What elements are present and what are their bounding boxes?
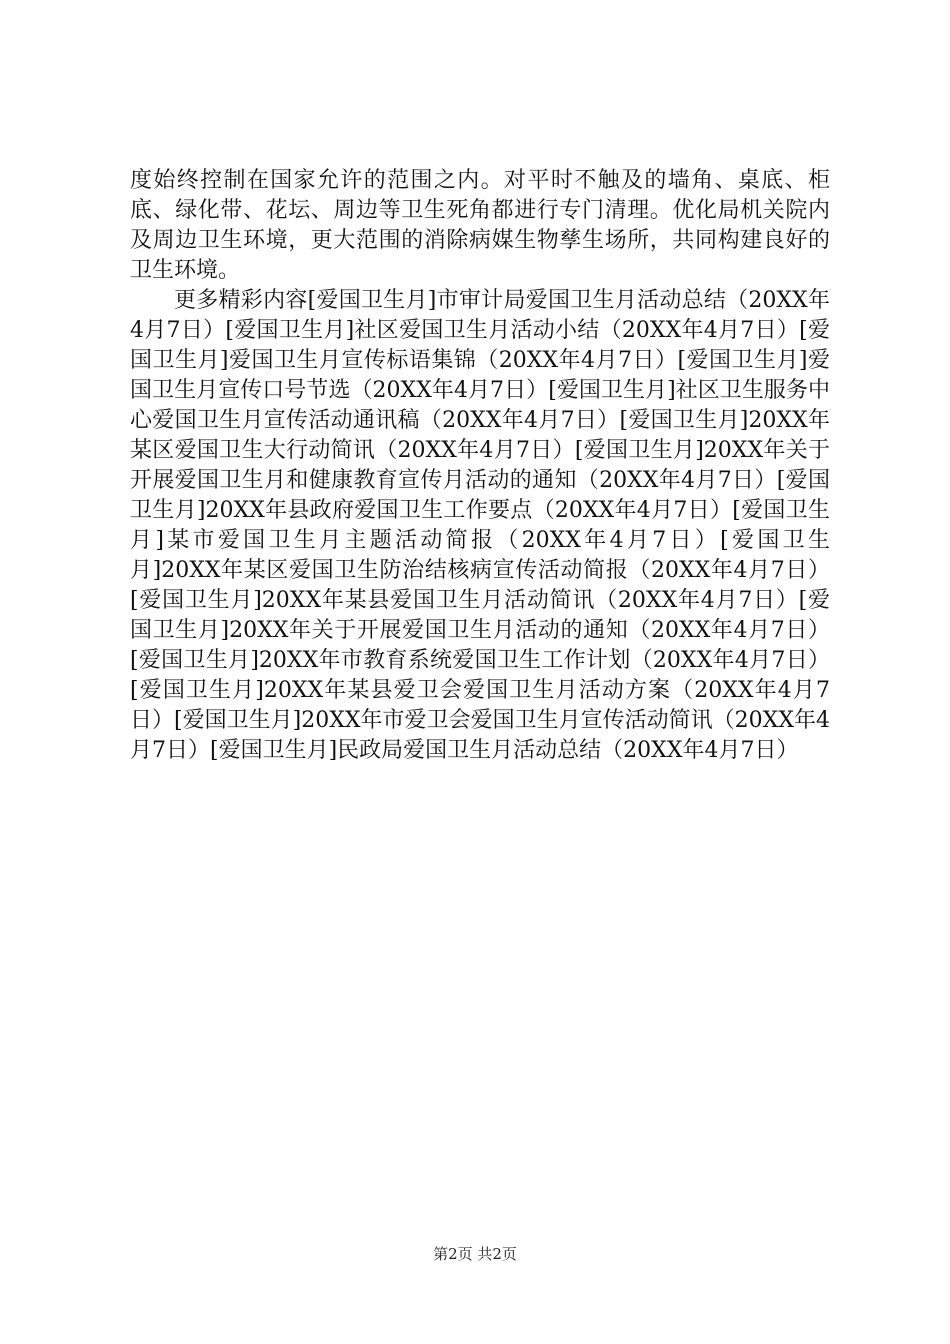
paragraph-more-content-links: 更多精彩内容[爱国卫生月]市审计局爱国卫生月活动总结（20XX年4月7日）[爱国卫生月]社区爱国卫生月活动小结（20XX年4月7日）[爱国卫生月]爱国卫生月宣传标语集锦（20XX年4月7日）[爱国卫生月]爱国卫生月宣传口号节选（20XX年4月7日）[爱国卫生月]社区卫生服务中心爱国卫生月宣传活动通讯稿（20XX年4月7日）[爱国卫生月]20XX年某区爱国卫生大行动简讯（20XX年4月7日）[爱国卫生月]20XX年关于开展爱国卫生月和健康教育宣传月活动的通知（20XX年4月7日）[爱国卫生月]20XX年县政府爱国卫生工作要点（20XX年4月7日）[爱国卫生月]某市爱国卫生月主题活动简报（20XX年4月7日）[爱国卫生月]20XX年某区爱国卫生防治结核病宣传活动简报（20XX年4月7日）[爱国卫生月]20XX年某县爱国卫生月活动简讯（20XX年4月7日）[爱国卫生月]20XX年关于开展爱国卫生月活动的通知（20XX年4月7日）[爱国卫生月]20XX年市教育系统爱国卫生工作计划（20XX年4月7日）[爱国卫生月]20XX年某县爱卫会爱国卫生月活动方案（20XX年4月7日）[爱国卫生月]20XX年市爱卫会爱国卫生月宣传活动简讯（20XX年4月7日）[爱国卫生月]民政局爱国卫生月活动总结（20XX年4月7日）: [130, 288, 830, 763]
document-body: [130, 166, 830, 766]
page-number-footer: 第2页 共2页: [433, 1245, 517, 1263]
paragraph-continuation: 度始终控制在国家允许的范围之内。对平时不触及的墙角、桌底、柜底、绿化带、花坛、周边等卫生死角都进行专门清理。优化局机关院内及周边卫生环境，更大范围的消除病媒生物孳生场所，共同构建良好的卫生环境。: [130, 168, 830, 283]
